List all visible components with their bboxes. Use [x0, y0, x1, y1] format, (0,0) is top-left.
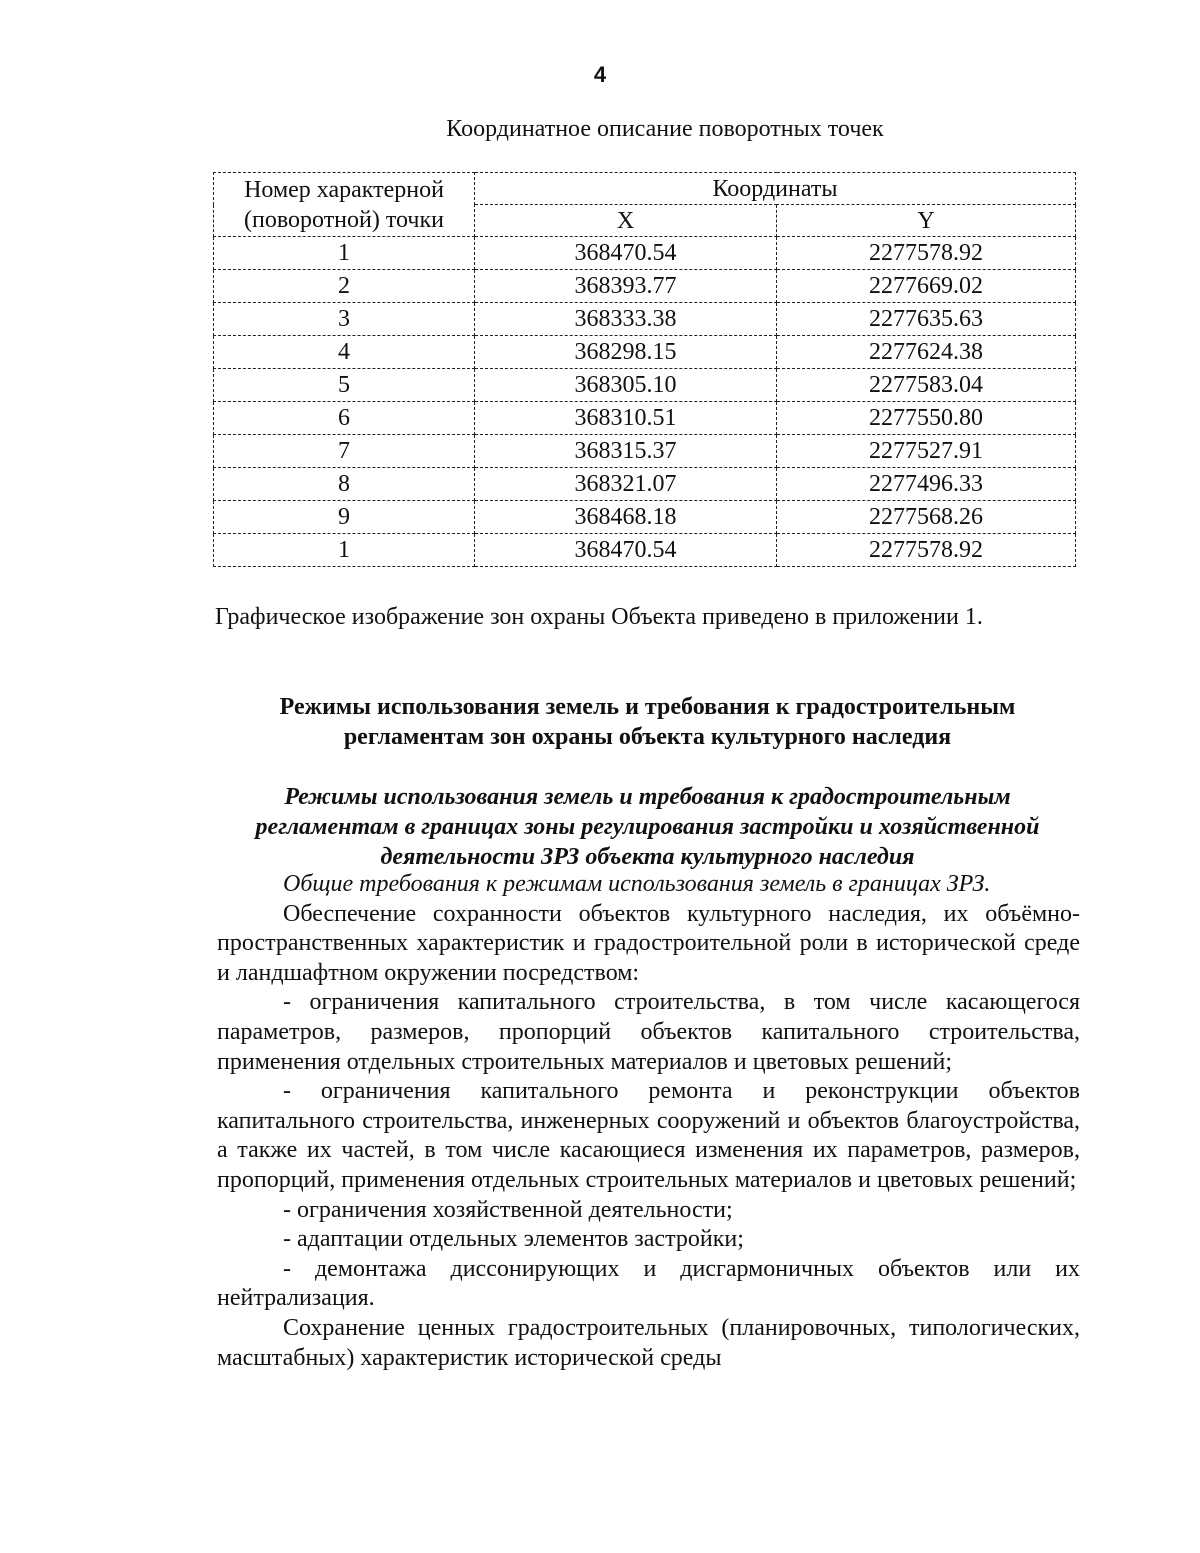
cell-y: 2277550.80	[777, 402, 1076, 435]
table-row	[214, 534, 1076, 567]
paragraph: - демонтажа диссонирующих и дисгармоничных объектов или их нейтрализация.	[217, 1255, 1080, 1312]
subsection-heading: Режимы использования земель и требования к градостроительным регламентам в границах зоны регулирования застройки и хозяйственной деятельности ЗРЗ объекта культурного наследия	[255, 784, 1040, 870]
body-text	[217, 870, 1080, 1373]
table-row	[214, 501, 1076, 534]
table-row	[214, 435, 1076, 468]
cell-x: 368468.18	[475, 501, 777, 534]
paragraph: - ограничения капитального ремонта и реконструкции объектов капитального строительства, инженерных сооружений и объектов благоустройства, а также их частей, в том числе касающиеся изменения их параметров, размеров, пропорций, применения отдельных строительных материалов и цветовых решений;	[217, 1078, 1080, 1193]
cell-n: 4	[214, 336, 475, 369]
cell-y: 2277578.92	[777, 534, 1076, 567]
paragraph: Общие требования к режимам использования земель в границах ЗРЗ.	[283, 871, 991, 897]
cell-n: 2	[214, 270, 475, 303]
table-title: Координатное описание поворотных точек	[446, 116, 884, 142]
cell-n: 5	[214, 369, 475, 402]
cell-x: 368333.38	[475, 303, 777, 336]
cell-x: 368393.77	[475, 270, 777, 303]
section-heading: Режимы использования земель и требования к градостроительным регламентам зон охраны объекта культурного наследия	[279, 694, 1016, 750]
cell-x: 368305.10	[475, 369, 777, 402]
cell-x: 368470.54	[475, 237, 777, 270]
cell-n: 1	[214, 237, 475, 270]
cell-n: 9	[214, 501, 475, 534]
cell-n: 3	[214, 303, 475, 336]
cell-y: 2277527.91	[777, 435, 1076, 468]
paragraph: - ограничения капитального строительства, в том числе касающегося параметров, размеров, пропорций объектов капитального строительства, применения отдельных строительных материалов и цветовых решений;	[217, 989, 1080, 1075]
table-row	[214, 336, 1076, 369]
cell-x: 368321.07	[475, 468, 777, 501]
cell-y: 2277583.04	[777, 369, 1076, 402]
cell-x: 368315.37	[475, 435, 777, 468]
header-point-number: Номер характерной (поворотной) точки	[214, 173, 475, 237]
cell-y: 2277496.33	[777, 468, 1076, 501]
cell-n: 8	[214, 468, 475, 501]
table-row	[214, 303, 1076, 336]
paragraph: - адаптации отдельных элементов застройки;	[283, 1226, 744, 1253]
coordinates-table	[213, 172, 1076, 567]
cell-n: 1	[214, 534, 475, 567]
paragraph: Сохранение ценных градостроительных (планировочных, типологических, масштабных) характеристик исторической среды	[217, 1314, 1080, 1371]
graphic-note: Графическое изображение зон охраны Объекта приведено в приложении 1.	[215, 604, 983, 630]
table-row	[214, 369, 1076, 402]
cell-y: 2277568.26	[777, 501, 1076, 534]
cell-x: 368298.15	[475, 336, 777, 369]
table-row	[214, 270, 1076, 303]
cell-x: 368310.51	[475, 402, 777, 435]
cell-y: 2277635.63	[777, 303, 1076, 336]
cell-n: 6	[214, 402, 475, 435]
cell-y: 2277624.38	[777, 336, 1076, 369]
header-coordinates: Координаты	[475, 173, 1076, 205]
cell-x: 368470.54	[475, 534, 777, 567]
cell-y: 2277669.02	[777, 270, 1076, 303]
paragraph: - ограничения хозяйственной деятельности;	[283, 1196, 733, 1223]
table-row	[214, 468, 1076, 501]
page-number: 4	[593, 62, 607, 87]
header-y: Y	[777, 205, 1076, 237]
table-row	[214, 237, 1076, 270]
table-row	[214, 402, 1076, 435]
cell-n: 7	[214, 435, 475, 468]
header-x: X	[475, 205, 777, 237]
cell-y: 2277578.92	[777, 237, 1076, 270]
paragraph: Обеспечение сохранности объектов культурного наследия, их объёмно-пространственных характеристик и градостроительной роли в исторической среде и ландшафтном окружении посредством:	[217, 900, 1080, 986]
